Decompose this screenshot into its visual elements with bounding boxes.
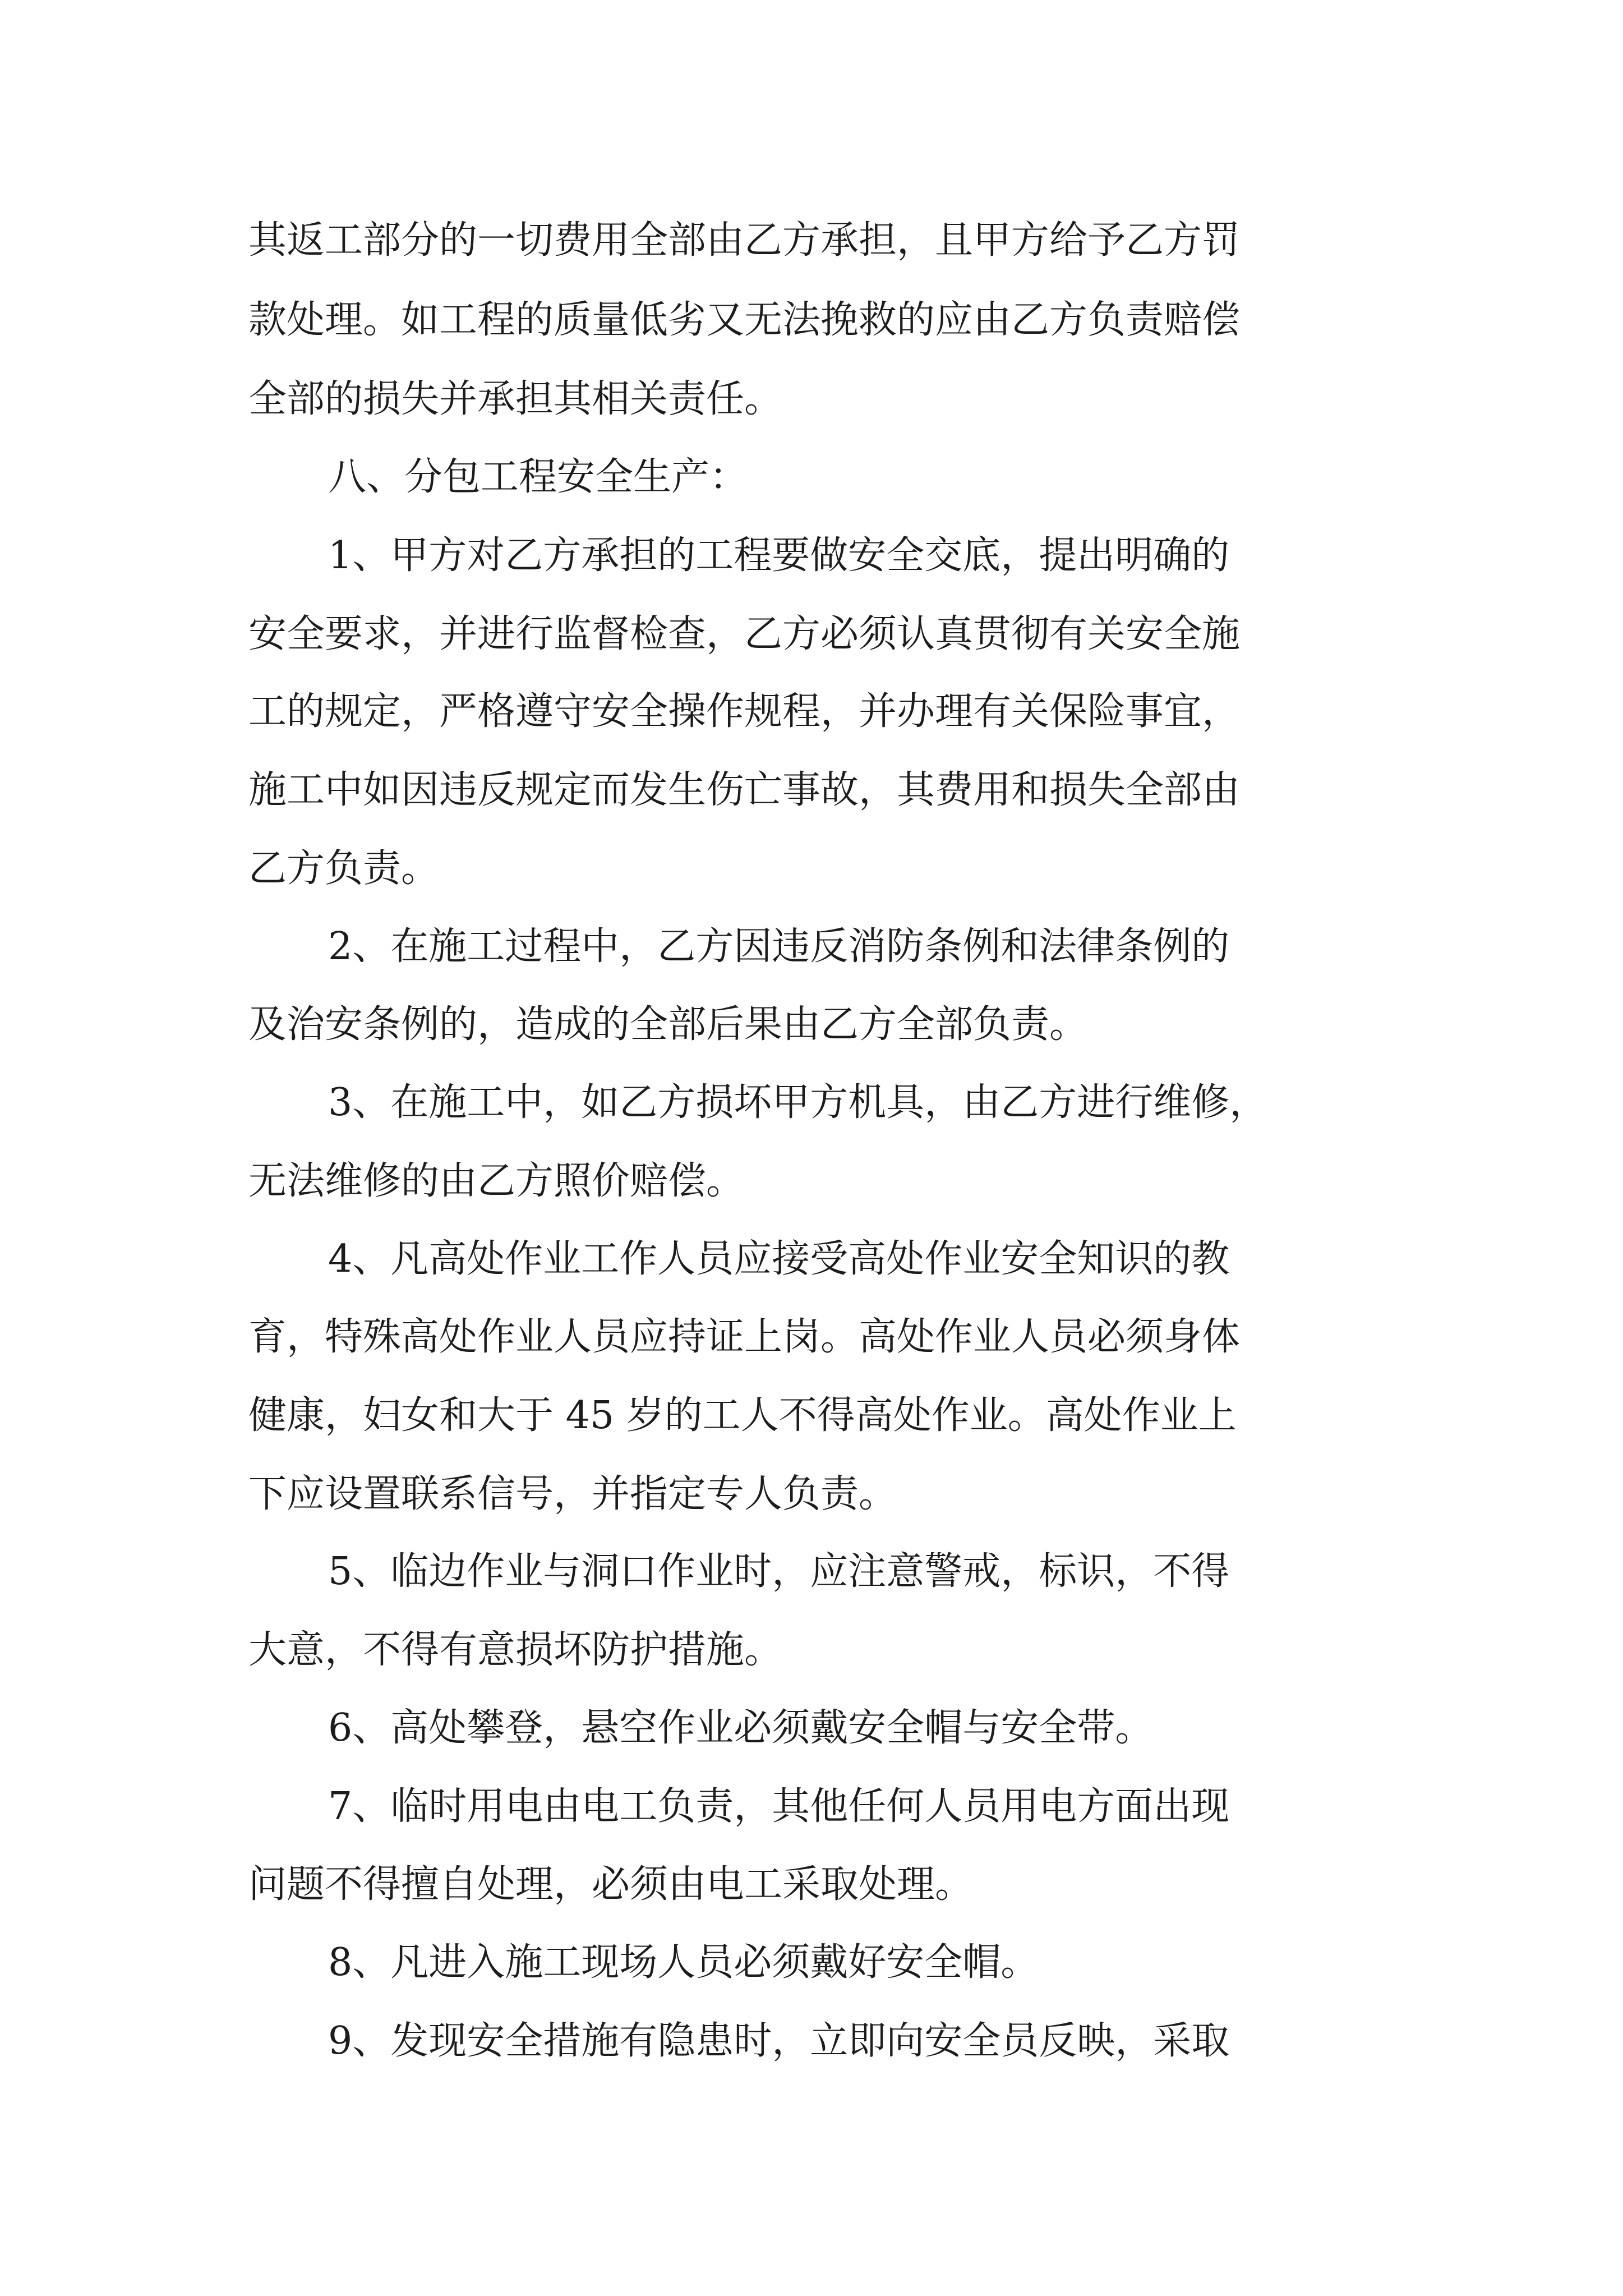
body-text-line: 大意，不得有意损坏防护措施。 xyxy=(248,1628,783,1672)
body-text-line: 其返工部分的一切费用全部由乙方承担，且甲方给予乙方罚 xyxy=(248,218,1241,263)
body-text-line: 3、在施工中，如乙方损坏甲方机具，由乙方进行维修， xyxy=(328,1080,1268,1125)
body-text-line: 7、临时用电由电工负责，其他任何人员用电方面出现 xyxy=(328,1784,1230,1829)
body-text-line: 安全要求，并进行监督检查，乙方必须认真贯彻有关安全施 xyxy=(248,612,1241,656)
body-text-line: 6、高处攀登，悬空作业必须戴安全帽与安全带。 xyxy=(328,1706,1154,1750)
body-text-line: 及治安条例的，造成的全部后果由乙方全部负责。 xyxy=(248,1002,1088,1047)
body-text-line: 下应设置联系信号，并指定专人负责。 xyxy=(248,1472,897,1516)
section-heading: 八、分包工程安全生产： xyxy=(328,455,748,499)
body-text-line: 全部的损失并承担其相关责任。 xyxy=(248,377,783,421)
body-text-line: 9、发现安全措施有隐患时，立即向安全员反映，采取 xyxy=(328,2019,1230,2063)
body-text-line: 款处理。如工程的质量低劣又无法挽救的应由乙方负责赔偿 xyxy=(248,298,1241,342)
body-text-line: 1、甲方对乙方承担的工程要做安全交底，提出明确的 xyxy=(328,533,1230,578)
body-text-line: 无法维修的由乙方照价赔偿。 xyxy=(248,1159,745,1203)
body-text-line: 4、凡高处作业工作人员应接受高处作业安全知识的教 xyxy=(328,1237,1230,1281)
body-text-line: 施工中如因违反规定而发生伤亡事故，其费用和损失全部由 xyxy=(248,768,1241,812)
body-text-line: 5、临边作业与洞口作业时，应注意警戒，标识，不得 xyxy=(328,1549,1230,1594)
body-text-line: 问题不得擅自处理，必须由电工采取处理。 xyxy=(248,1862,974,1907)
body-text-line: 2、在施工过程中，乙方因违反消防条例和法律条例的 xyxy=(328,924,1230,969)
body-text-line: 工的规定，严格遵守安全操作规程，并办理有关保险事宜， xyxy=(248,689,1241,734)
body-text-line: 健康，妇女和大于 45 岁的工人不得高处作业。高处作业上 xyxy=(248,1393,1237,1438)
body-text-line: 育，特殊高处作业人员应持证上岗。高处作业人员必须身体 xyxy=(248,1315,1241,1359)
body-text-line: 乙方负责。 xyxy=(248,846,440,891)
body-text-line: 8、凡进入施工现场人员必须戴好安全帽。 xyxy=(328,1940,1039,1985)
